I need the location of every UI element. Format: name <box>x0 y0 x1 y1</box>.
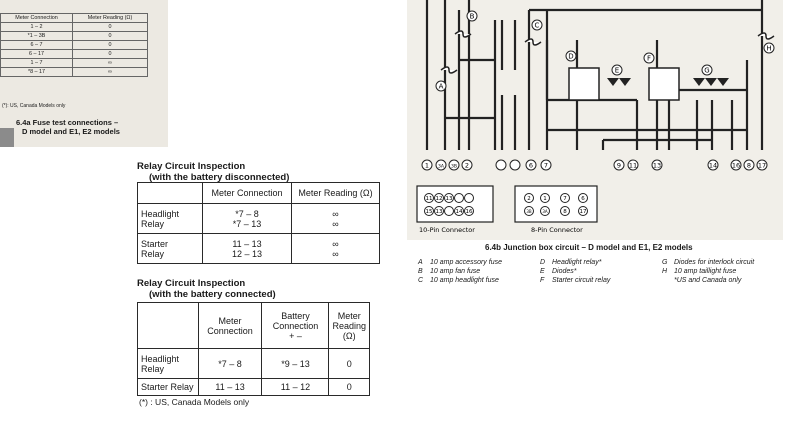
legend-item: F Starter circuit relay <box>540 277 611 284</box>
meter-reading-cell: ∞ ∞ <box>292 204 380 234</box>
caption-line: D model and E1, E2 models <box>22 127 120 136</box>
connector-label: 8-Pin Connector <box>531 226 583 234</box>
letter-c <box>532 20 542 30</box>
pin <box>561 194 570 203</box>
svg-text:8: 8 <box>746 161 752 170</box>
table-row <box>1 59 148 68</box>
svg-text:11: 11 <box>628 161 638 170</box>
column-header: Battery Connection + – <box>262 303 329 349</box>
svg-text:13: 13 <box>445 196 453 202</box>
column-header: Meter Connection <box>203 183 292 204</box>
fuse-test-table <box>0 13 148 77</box>
svg-text:9: 9 <box>616 161 622 170</box>
relay-disconnected-table <box>137 182 380 264</box>
pin-blank <box>445 207 454 216</box>
pin-blank <box>465 194 474 203</box>
svg-text:14: 14 <box>455 209 463 215</box>
pin <box>579 194 588 203</box>
fuse-figure-caption <box>16 118 120 136</box>
relay-connected-title <box>137 278 276 300</box>
table-row <box>1 23 148 32</box>
svg-text:3A: 3A <box>542 209 548 214</box>
column-header <box>138 303 199 349</box>
pin <box>435 207 444 216</box>
table-row <box>1 32 148 41</box>
pin <box>561 207 570 216</box>
legend-column <box>540 258 610 285</box>
letter-b <box>467 11 477 21</box>
meter-reading-cell: ∞ ∞ <box>292 234 380 264</box>
svg-text:2: 2 <box>464 161 470 170</box>
svg-text:17: 17 <box>579 209 587 215</box>
fuse-footnote: (*): US, Canada Models only <box>2 103 66 109</box>
svg-text:3B: 3B <box>451 164 457 170</box>
table-cell: 1 – 2 <box>1 23 73 32</box>
meter-connection-cell: 11 – 13 12 – 13 <box>203 234 292 264</box>
row-label: Starter Relay <box>138 234 203 264</box>
column-header <box>138 183 203 204</box>
svg-text:8: 8 <box>563 209 567 215</box>
table-header-row <box>138 183 380 204</box>
letter-a <box>436 81 446 91</box>
legend-item: *US and Canada only <box>674 277 742 284</box>
table-row <box>138 204 380 234</box>
legend-column <box>418 258 502 285</box>
svg-text:A: A <box>438 82 444 91</box>
svg-text:1: 1 <box>424 161 430 170</box>
row-label: Headlight Relay <box>138 204 203 234</box>
pin <box>425 207 434 216</box>
table-cell: 6 – 17 <box>1 50 73 59</box>
connector-body <box>417 186 493 222</box>
title-line: Relay Circuit Inspection <box>137 278 246 289</box>
terminal <box>462 160 472 170</box>
column-header: Meter Reading (Ω) <box>329 303 370 349</box>
connector-body <box>515 186 597 222</box>
table-cell: 0 <box>73 32 148 41</box>
column-header: Meter Connection <box>1 14 73 23</box>
battery-connection-cell: *9 – 13 <box>262 349 329 379</box>
battery-connection-cell: 11 – 12 <box>262 379 329 396</box>
relay-connected-table <box>137 302 370 396</box>
svg-text:7: 7 <box>563 196 567 202</box>
terminal <box>757 160 767 170</box>
svg-text:14: 14 <box>708 161 718 170</box>
meter-reading-cell: 0 <box>329 379 370 396</box>
pin <box>525 194 534 203</box>
svg-text:3A: 3A <box>438 164 444 170</box>
table-cell: ∞ <box>73 68 148 77</box>
svg-text:1: 1 <box>543 196 547 202</box>
table-cell: 1 – 7 <box>1 59 73 68</box>
svg-text:6: 6 <box>528 161 534 170</box>
svg-text:11: 11 <box>425 196 433 202</box>
pin <box>445 194 454 203</box>
meter-reading-cell: 0 <box>329 349 370 379</box>
svg-text:12: 12 <box>435 196 443 202</box>
scan-shadow <box>0 128 14 147</box>
caption-line: 6.4a Fuse test connections – <box>16 118 119 127</box>
meter-connection-cell: 11 – 13 <box>198 379 262 396</box>
letter-h <box>764 43 774 53</box>
terminal <box>731 160 741 170</box>
svg-text:7: 7 <box>543 161 549 170</box>
legend-item: H 10 amp taillight fuse <box>662 268 737 275</box>
letter-f <box>644 53 654 63</box>
title-line: Relay Circuit Inspection <box>137 161 246 172</box>
table-cell: 0 <box>73 41 148 50</box>
terminal <box>744 160 754 170</box>
table-row <box>138 349 370 379</box>
table-row <box>1 41 148 50</box>
terminal <box>422 160 432 170</box>
table-row <box>1 68 148 77</box>
svg-text:C: C <box>534 21 540 30</box>
svg-text:17: 17 <box>757 161 767 170</box>
legend-item: D Headlight relay* <box>540 259 602 266</box>
terminal <box>614 160 624 170</box>
table-row <box>138 379 370 396</box>
svg-text:13: 13 <box>652 161 662 170</box>
terminal <box>628 160 638 170</box>
table-row <box>138 234 380 264</box>
table-cell: ∞ <box>73 59 148 68</box>
legend-item: B 10 amp fan fuse <box>418 268 481 275</box>
letter-d <box>566 51 576 61</box>
svg-text:13: 13 <box>435 209 443 215</box>
pin <box>541 207 550 216</box>
title-line: (with the battery disconnected) <box>149 172 290 183</box>
terminal <box>708 160 718 170</box>
svg-text:H: H <box>766 44 772 53</box>
terminal <box>449 160 459 170</box>
svg-text:F: F <box>646 54 652 63</box>
legend-item: A 10 amp accessory fuse <box>418 259 502 266</box>
table-row <box>1 50 148 59</box>
terminal <box>652 160 662 170</box>
pin <box>579 207 588 216</box>
terminal-blank <box>496 160 506 170</box>
svg-text:E: E <box>614 66 620 75</box>
row-label: Headlight Relay <box>138 349 199 379</box>
column-header: Meter Reading (Ω) <box>73 14 148 23</box>
terminal <box>436 160 446 170</box>
svg-text:3B: 3B <box>526 209 532 214</box>
table-cell: *1 – 3B <box>1 32 73 41</box>
svg-text:G: G <box>704 66 710 75</box>
diagram-caption: 6.4b Junction box circuit – D model and E1, E2 models <box>485 243 693 252</box>
svg-text:2: 2 <box>527 196 531 202</box>
terminal-blank <box>510 160 520 170</box>
column-header: Meter Reading (Ω) <box>292 183 380 204</box>
terminal <box>526 160 536 170</box>
svg-text:16: 16 <box>465 209 473 215</box>
pin <box>435 194 444 203</box>
table-cell: 0 <box>73 50 148 59</box>
pin <box>455 207 464 216</box>
row-label: Starter Relay <box>138 379 199 396</box>
legend-item: C 10 amp headlight fuse <box>418 277 499 284</box>
table-header-row <box>1 14 148 23</box>
svg-text:15: 15 <box>425 209 433 215</box>
meter-connection-cell: *7 – 8 <box>198 349 262 379</box>
pin <box>541 194 550 203</box>
table-cell: 0 <box>73 23 148 32</box>
title-line: (with the battery connected) <box>149 289 276 300</box>
pin-blank <box>455 194 464 203</box>
svg-text:D: D <box>568 52 574 61</box>
meter-connection-cell: *7 – 8 *7 – 13 <box>203 204 292 234</box>
junction-box-diagram <box>407 0 783 240</box>
starter-relay-box <box>649 68 679 100</box>
pin <box>525 207 534 216</box>
letter-g <box>702 65 712 75</box>
connector-label: 10-Pin Connector <box>419 226 475 234</box>
legend-item: E Diodes* <box>540 268 577 275</box>
svg-text:B: B <box>469 12 475 21</box>
table-header-row <box>138 303 370 349</box>
table-cell: 6 – 7 <box>1 41 73 50</box>
legend-item: G Diodes for interlock circuit <box>662 259 755 266</box>
svg-text:16: 16 <box>731 161 741 170</box>
legend-column <box>662 258 754 285</box>
table-cell: *8 – 17 <box>1 68 73 77</box>
svg-text:6: 6 <box>581 196 585 202</box>
relay-footnote: (*) : US, Canada Models only <box>139 397 250 407</box>
column-header: Meter Connection <box>198 303 262 349</box>
pin <box>465 207 474 216</box>
relay-disconnected-title <box>137 161 289 183</box>
letter-e <box>612 65 622 75</box>
headlight-relay-box <box>569 68 599 100</box>
terminal <box>541 160 551 170</box>
pin <box>425 194 434 203</box>
